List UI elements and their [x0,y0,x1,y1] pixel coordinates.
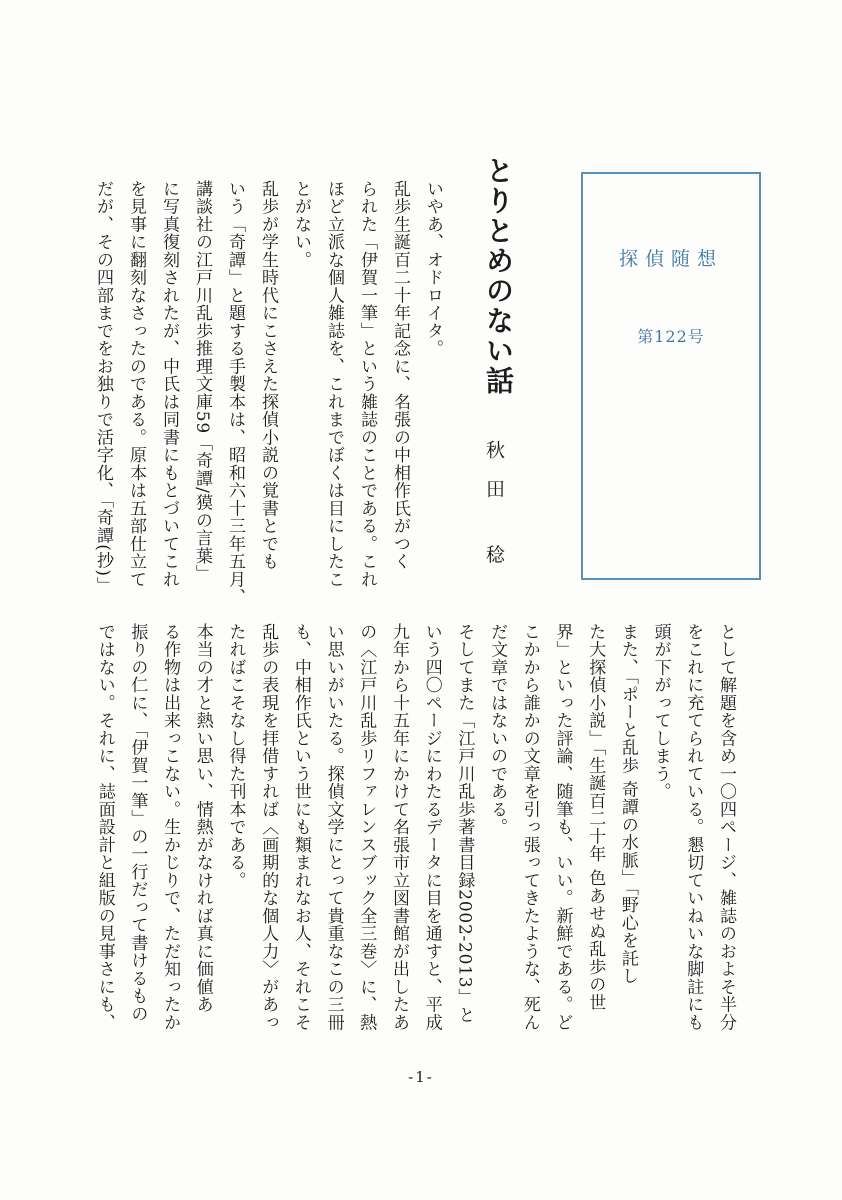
article-title: とりとめのない話 [482,156,515,396]
text-column: とがない。 [291,180,311,269]
text-column: に写真復刻されたが、中氏は同書にもとづいてこれ [159,180,179,589]
author-name: 秋田 稔 [483,440,505,584]
text-column: 乱歩生誕百二十年記念に、名張の中相作氏がつく [390,180,410,571]
text-column: として解題を含め一〇四ページ、雑誌のおよそ半分 [716,623,736,1032]
text-column: 頭が下がってしまう。 [650,623,671,801]
text-column: ではない。それに、誌面設計と組版の見事さにも、 [94,623,115,1032]
series-header-box [581,172,761,580]
text-column: の〈江戸川乱歩リファレンスブック全三巻〉に、熱 [356,623,377,1032]
text-column: 乱歩が学生時代にこさえた探偵小説の覚書とでも [258,180,278,571]
text-column: られた「伊賀一筆」という雑誌のことである。これ [357,180,377,589]
text-column: 界」といった評論、随筆も、いい。新鮮である。ど [552,623,573,1032]
text-column: も、中相作氏という世にも類まれなお人、それこそ [290,623,311,1032]
text-column: る作物は出来っこない。生かじりで、ただ知ったか [160,623,181,1032]
text-column: そしてまた「江戸川乱歩著書目録2002-2013」と [454,623,475,1024]
text-column: 本当の才と熱い思い、情熱がなければ真に価値あ [192,623,213,1014]
text-column: いやあ、オドロイタ。 [423,180,443,358]
text-column: をこれに充てられている。懇切ていねいな脚註にも [683,623,704,1032]
text-column: た大探偵小説」「生誕百二十年 色あせぬ乱歩の世 [585,623,606,1012]
text-column: だ文章ではないのである。 [487,623,508,836]
text-column: い思いがいたる。探偵文学にとって貴重なこの三冊 [323,623,344,1032]
text-column: 振りの仁に、「伊賀一筆」の一行だって書けるもの [127,623,148,1023]
series-label: 探偵随想 [618,248,723,270]
text-column: こかから誰かの文章を引っ張ってきたような、死ん [519,623,540,1032]
text-column: たればこそなし得た刊本である。 [225,623,246,890]
text-column: ほど立派な個人雑誌を、これまでぼくは目にしたこ [324,180,344,589]
text-column: 乱歩の表現を拝借すれば〈画期的な個人力〉があっ [258,623,279,1032]
text-column: 九年から十五年にかけて名張市立図書館が出したあ [389,623,409,1032]
page-number: -1- [408,1068,434,1086]
text-column: いう「奇譚」と題する手製本は、昭和六十三年五月、 [225,180,245,606]
text-column: を見事に翻刻なさったのである。原本は五部仕立て [126,180,146,589]
text-column: また、「ポーと乱歩 奇譚の水脈」「野心を託し [617,623,638,985]
text-column: だが、その四部までをお独りで活字化、「奇譚(抄)」 [93,180,113,595]
issue-number: 第122号 [637,327,705,346]
text-column: いう四〇ページにわたるデータに目を通すと、平成 [421,623,442,1032]
text-column: 講談社の江戸川乱歩推理文庫59「奇譚/獏の言葉」 [192,180,212,583]
